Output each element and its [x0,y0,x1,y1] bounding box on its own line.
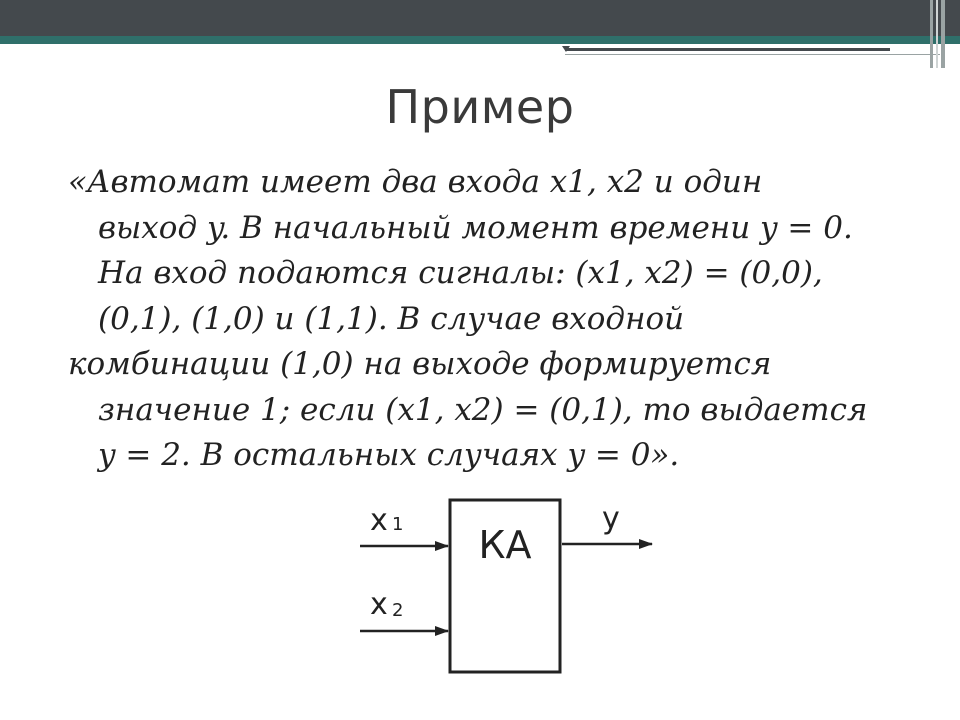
slide-title: Пример [385,80,575,134]
input-x2-label: x [370,587,388,622]
body-line-4: (0,1), (1,0) и (1,1). В случае входной [98,300,685,337]
body-line-3: На вход подаются сигналы: (x1, x2) = (0,0), [98,255,823,291]
body-line-5: комбинации (1,0) на выходе формируется [68,346,772,382]
body-line-6: значение 1; если (x1, x2) = (0,1), то выдается [98,391,868,428]
decorative-bars [930,0,950,68]
header-accent-stripe [0,36,960,44]
decorative-line-thin [565,54,940,55]
input-x1-subscript: 1 [392,514,404,535]
body-line-2: выход y. В начальный момент времени y = 0. [98,209,853,246]
header-bar [0,0,960,36]
block-label: КА [478,523,532,567]
slide-body [68,160,928,479]
body-line-1: «Автомат имеет два входа x1, x2 и один [68,164,763,200]
decorative-line [565,48,890,51]
body-line-7: y = 2. В остальных случаях y = 0». [98,437,680,473]
automaton-block-diagram [340,486,670,686]
input-x2-subscript: 2 [392,600,404,621]
input-x1-label: x [370,503,388,538]
output-y-label: y [602,501,620,536]
